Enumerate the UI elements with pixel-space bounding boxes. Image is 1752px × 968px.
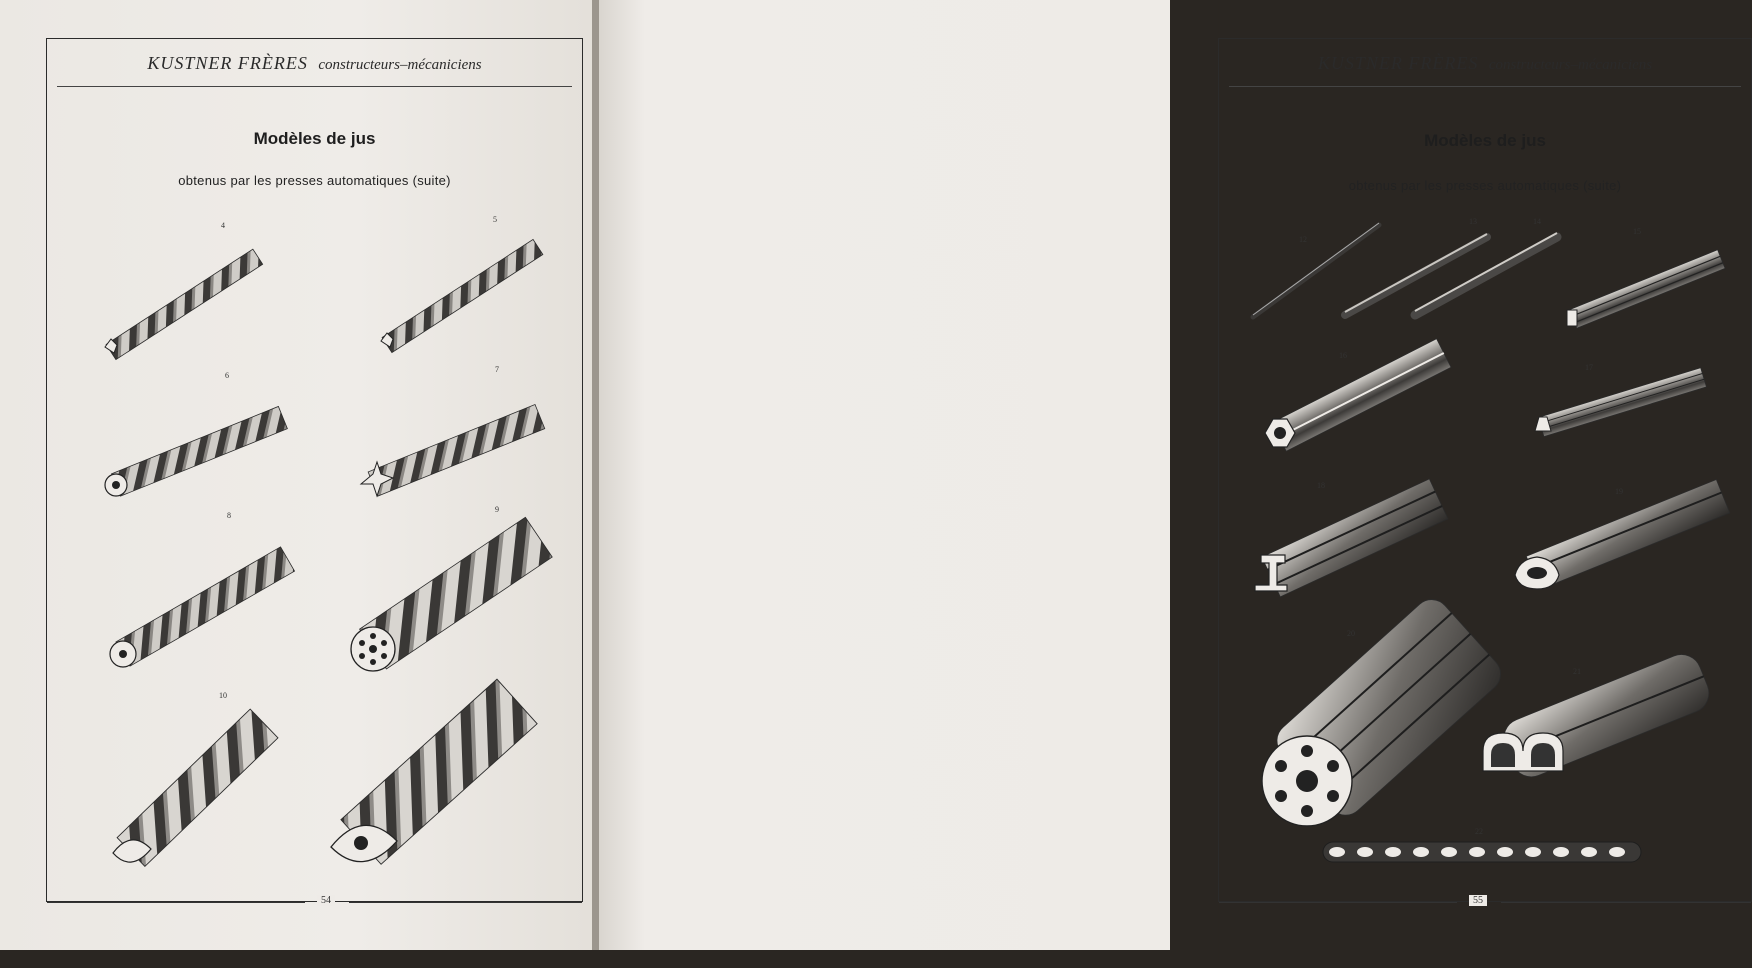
figure-rail-profile [1249, 467, 1439, 597]
figure-number: 19 [1615, 487, 1623, 496]
page-title: Modèles de jus [1424, 131, 1546, 150]
figure-hollow-channel-profile [1511, 479, 1721, 599]
figure-number: 18 [1317, 481, 1325, 490]
book-gutter [592, 0, 599, 950]
figure-twisted-star-bar [377, 235, 547, 360]
page-subtitle: obtenus par les presses automatiques (suite) [178, 173, 451, 188]
page-subtitle: obtenus par les presses automatiques (suite) [1348, 178, 1622, 193]
footer-rule [1501, 902, 1751, 903]
footer-rule [349, 902, 582, 903]
figure-number: 6 [225, 371, 229, 380]
figure-ribbed-profile [1529, 357, 1709, 437]
figure-number: 5 [493, 215, 497, 224]
header-rule [1229, 86, 1741, 87]
company-role: constructeurs–mécaniciens [318, 57, 482, 73]
running-head [47, 53, 582, 74]
figure-number: 9 [495, 505, 499, 514]
figure-double-tube-profile [1475, 647, 1715, 777]
figure-round-rod [1407, 229, 1567, 324]
figure-multi-hole-fluted-bar [1247, 613, 1477, 853]
page-footer [1219, 895, 1751, 909]
figure-twisted-hollow-star-bar [102, 389, 287, 499]
page-title: Modèles de jus [253, 129, 376, 148]
right-page-frame [1218, 38, 1752, 906]
figure-twisted-tube [105, 539, 295, 674]
company-name: KUSTNER FRÈRES [1317, 53, 1479, 73]
header-rule [57, 86, 572, 87]
figure-number: 4 [221, 221, 225, 230]
left-page-frame [46, 38, 583, 906]
company-name: KUSTNER FRÈRES [147, 53, 308, 73]
figure-number: 14 [1533, 217, 1541, 226]
figure-number: 13 [1469, 217, 1477, 226]
figure-twisted-drill-bar [109, 707, 299, 877]
figure-twisted-multi-hole-bar [347, 519, 547, 679]
company-role: constructeurs–mécaniciens [1488, 57, 1653, 73]
figure-number: 8 [227, 511, 231, 520]
figure-number: 16 [1339, 351, 1347, 360]
figure-number: 22 [1475, 827, 1483, 836]
figure-number: 10 [219, 691, 227, 700]
figure-twisted-star-bar [357, 384, 542, 499]
running-head [1219, 53, 1751, 74]
figure-hollow-star-profile [1257, 337, 1447, 457]
figure-twisted-star-bar [99, 244, 279, 369]
page-footer [47, 895, 582, 909]
figure-number: 17 [1585, 363, 1593, 372]
page-number: 54 [317, 895, 335, 906]
footer-rule [1219, 902, 1457, 903]
figure-number: 21 [1573, 667, 1581, 676]
footer-rule [47, 902, 305, 903]
left-page [0, 0, 592, 950]
figure-number: 15 [1633, 227, 1641, 236]
page-number: 55 [1469, 895, 1487, 906]
right-page [599, 0, 1653, 950]
figure-grooved-profile [1565, 224, 1725, 329]
figure-perforated-strip [1321, 839, 1643, 865]
figure-number: 20 [1347, 629, 1355, 638]
figure-number: 7 [495, 365, 499, 374]
figure-number: 12 [1299, 235, 1307, 244]
figure-twisted-hollow-drill-bar [327, 697, 547, 875]
